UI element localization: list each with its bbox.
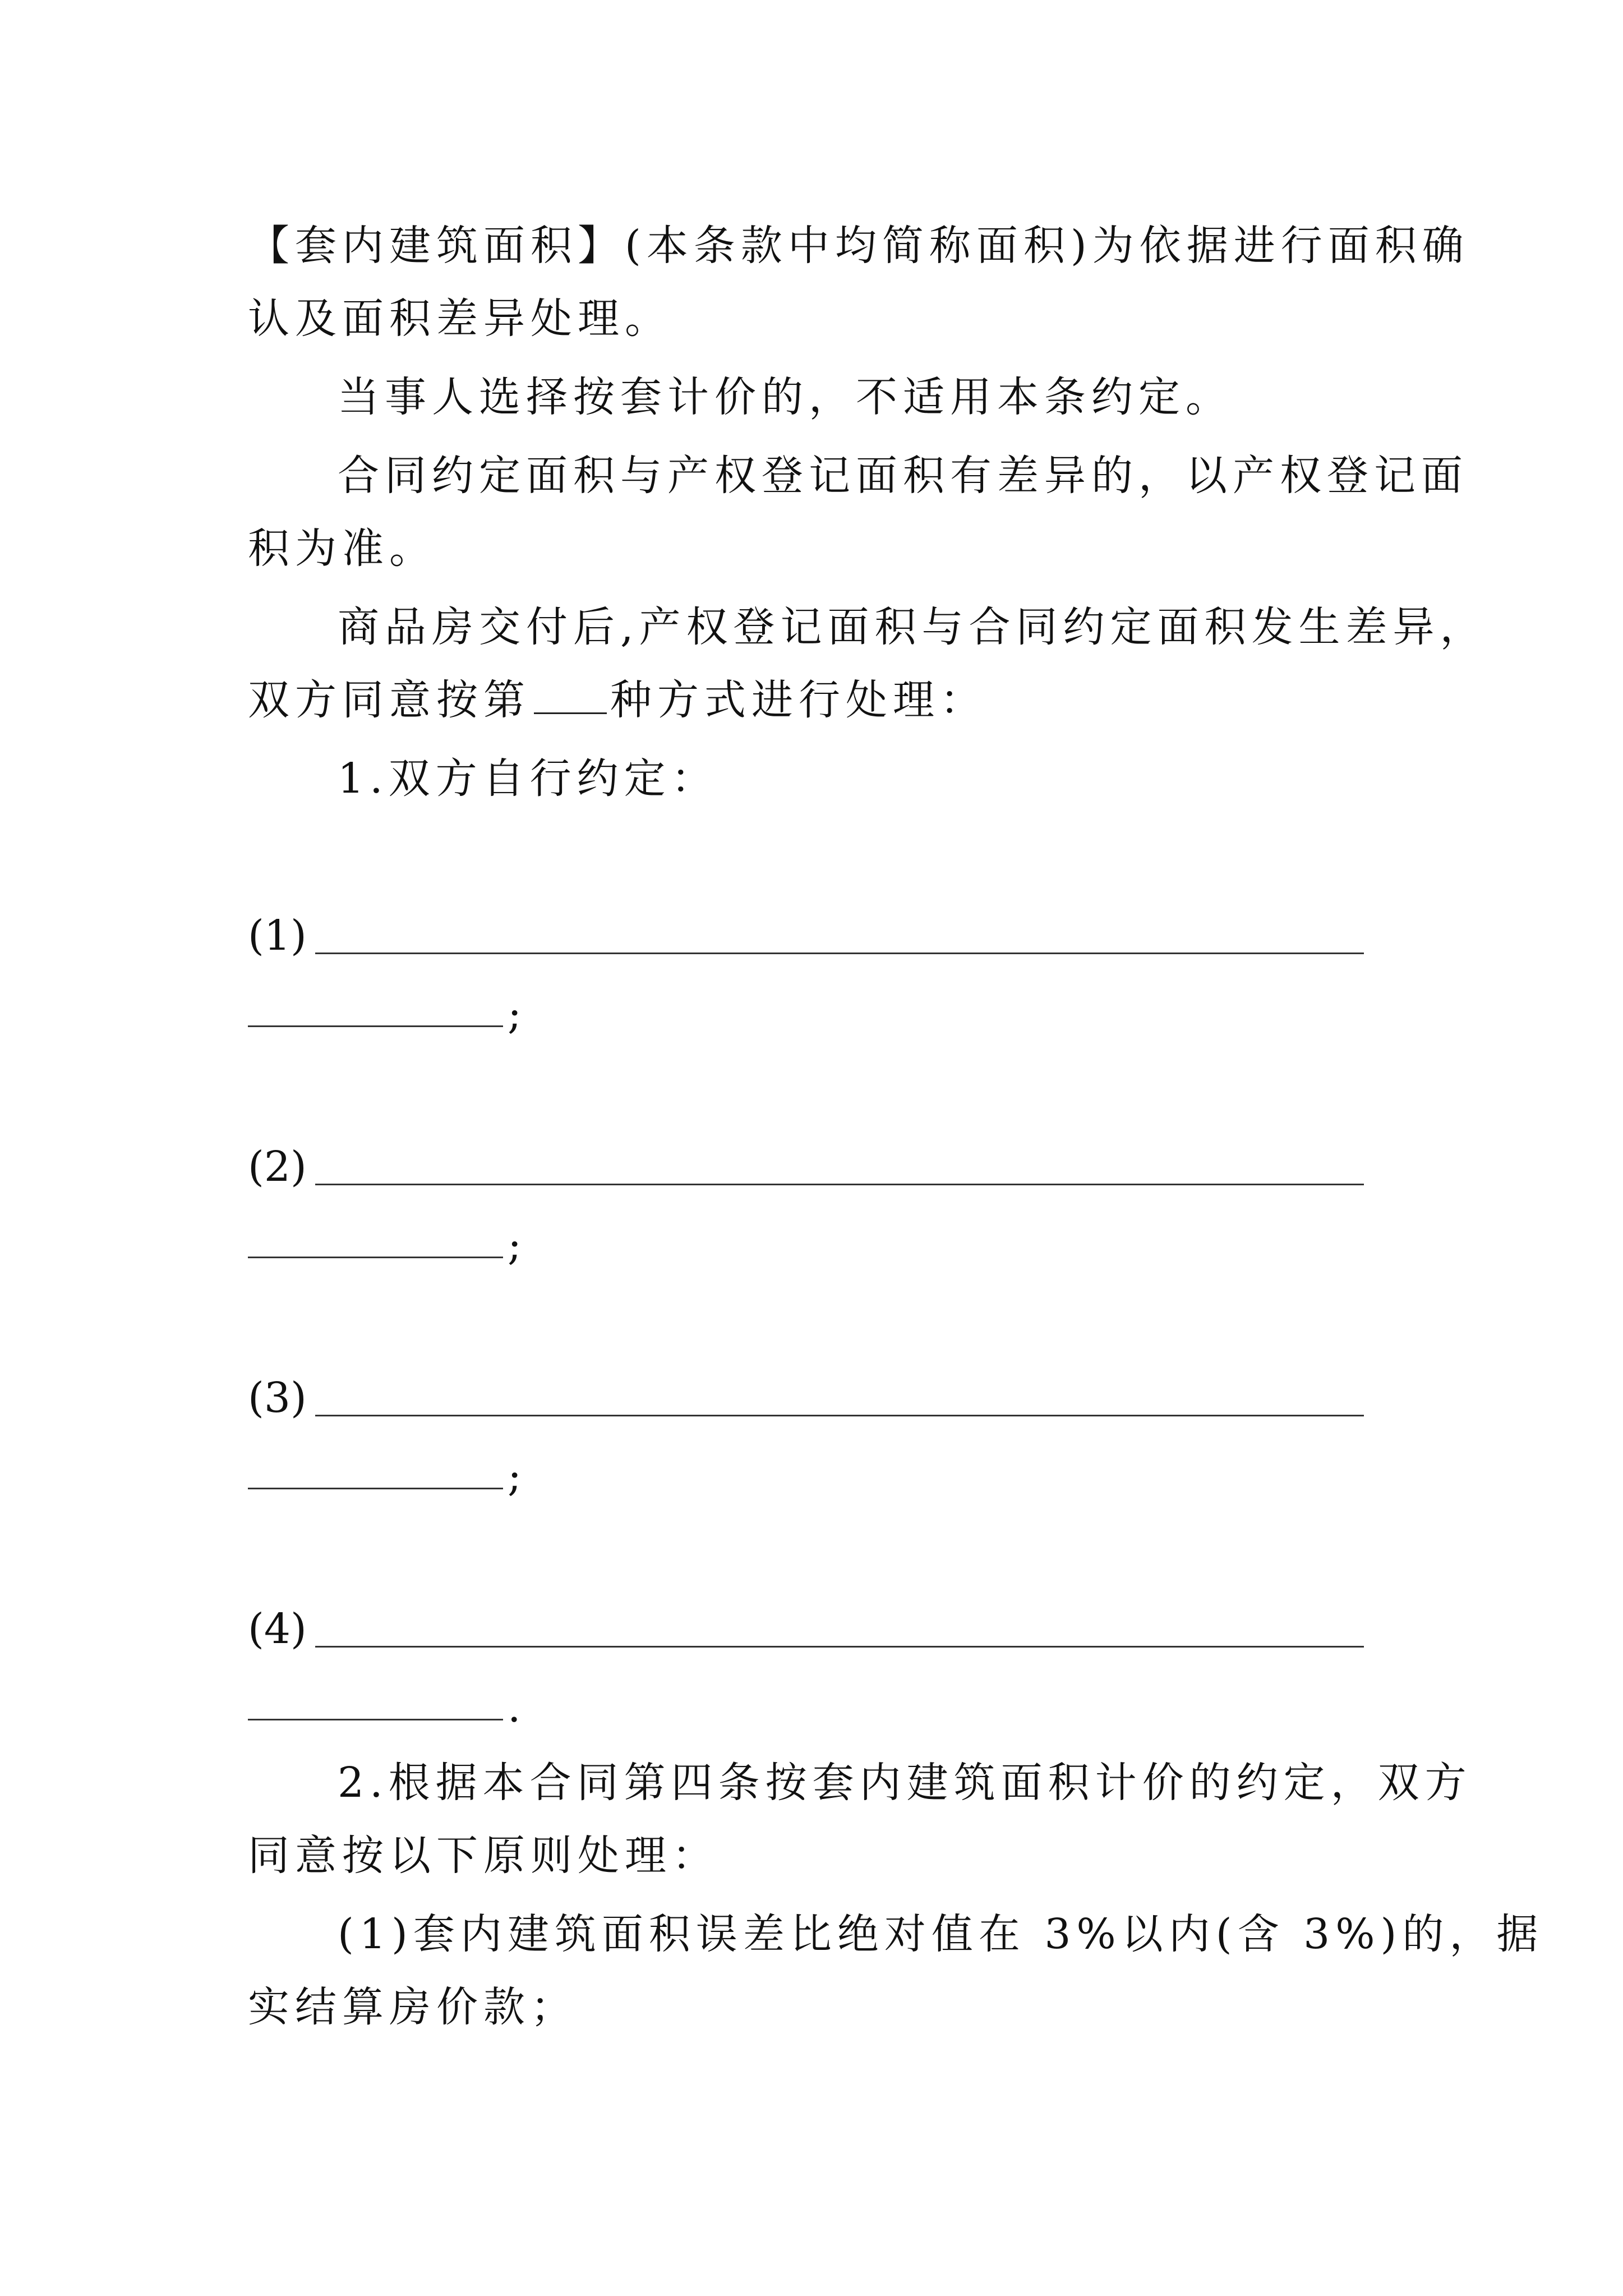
paragraph-text: 种方式进行处理： [610,676,987,724]
fill-line[interactable] [248,1488,503,1489]
method-number-blank[interactable] [534,679,607,714]
blank-end-mark: ; [508,990,522,1038]
blank-label: (1) [248,912,307,960]
fill-line[interactable] [315,1646,1364,1648]
blank-item [248,908,307,964]
fill-line[interactable] [248,1025,503,1027]
fill-line[interactable] [315,953,1364,954]
blank-item [248,1370,307,1426]
paragraph-line: 当事人选择按套计价的，不适用本条约定。 [338,373,1233,421]
blank-label: (4) [248,1605,307,1653]
paragraph-line: (1)套内建筑面积误差比绝对值在 3%以内(含 3%)的，据 [338,1910,1544,1958]
paragraph-line: 1.双方自行约定： [338,754,718,803]
paragraph-line: 同意按以下原则处理： [248,1832,719,1880]
fill-line[interactable] [248,1257,503,1258]
paragraph-line: 【套内建筑面积】(本条款中均简称面积)为依据进行面积确 [248,222,1469,270]
paragraph-text: 双方同意按第 [248,676,531,724]
blank-end-mark: . [508,1683,521,1732]
blank-item [248,1139,307,1195]
paragraph-line: 实结算房价款； [248,1983,578,2031]
paragraph-line: 合同约定面积与产权登记面积有差异的，以产权登记面 [338,452,1468,500]
paragraph-line: 认及面积差异处理。 [248,295,672,343]
blank-end-mark: ; [508,1452,522,1501]
fill-line[interactable] [315,1184,1364,1185]
blank-end-mark: ; [508,1221,522,1269]
paragraph-line: 商品房交付后,产权登记面积与合同约定面积发生差异， [338,603,1487,651]
paragraph-line: 2.根据本合同第四条按套内建筑面积计价的约定，双方 [338,1759,1472,1807]
blank-item [248,1601,307,1657]
paragraph-line: 积为准。 [248,524,436,573]
blank-label: (2) [248,1143,307,1191]
paragraph-line [248,672,1392,728]
fill-line[interactable] [315,1415,1364,1416]
blank-label: (3) [248,1374,307,1422]
fill-line[interactable] [248,1719,503,1720]
